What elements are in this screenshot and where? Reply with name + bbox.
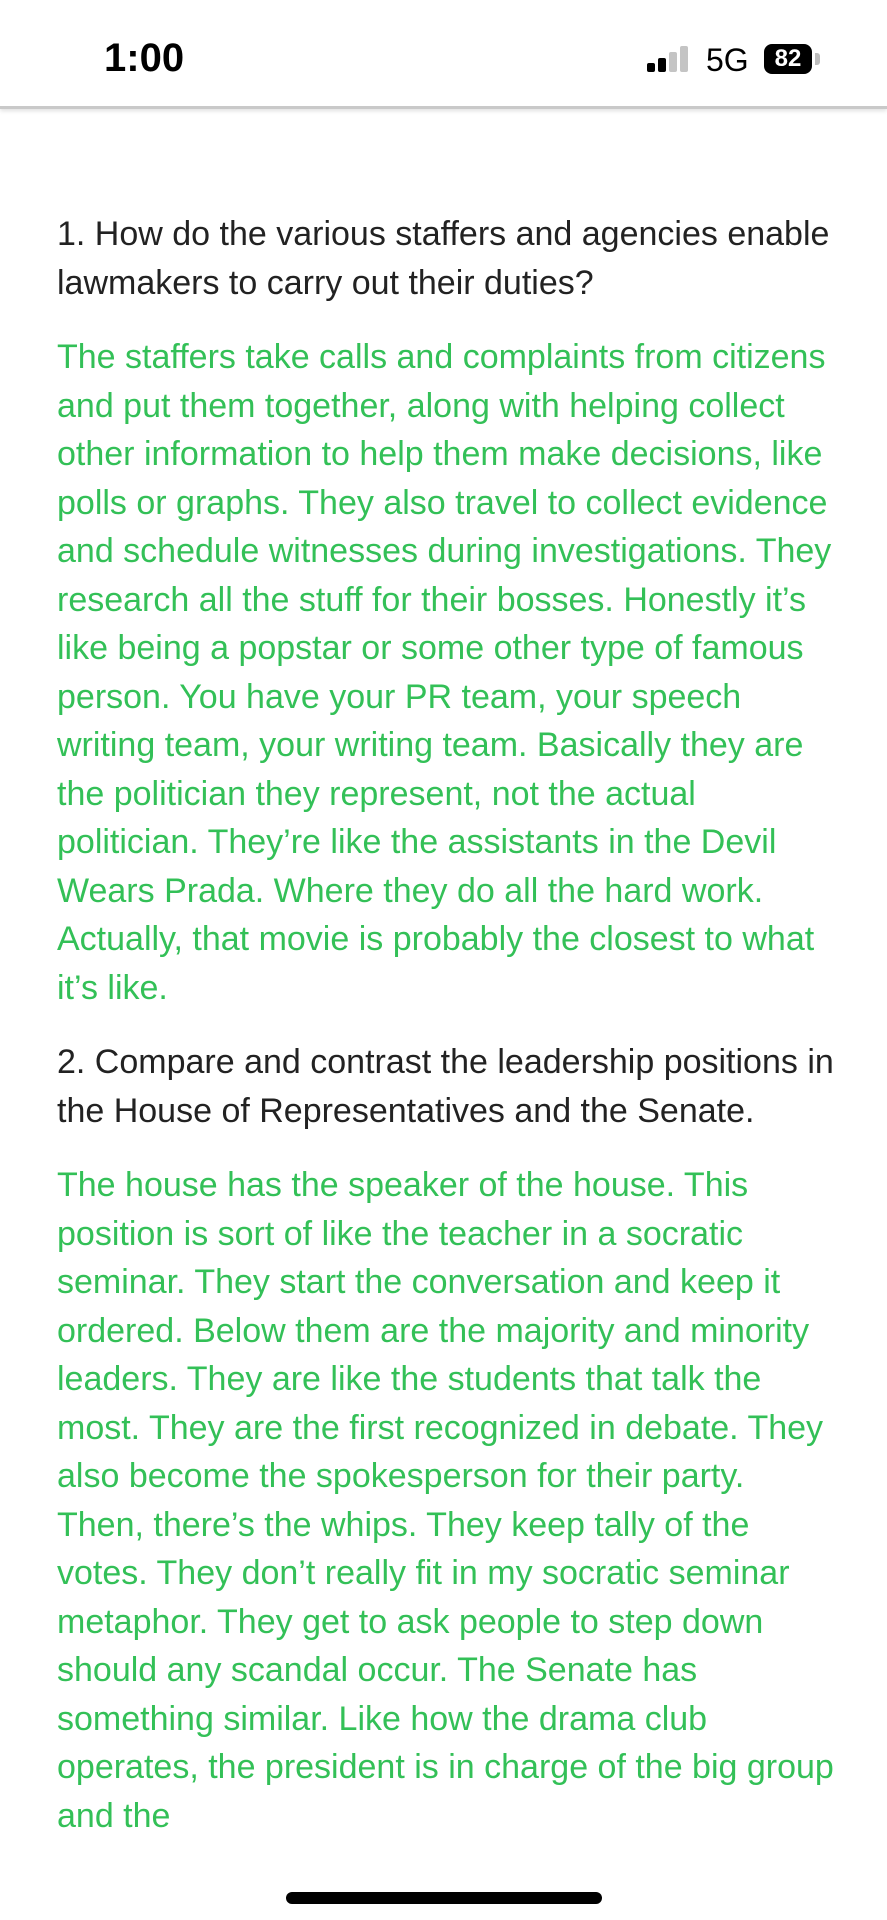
- status-bar: [0, 0, 887, 109]
- signal-strength-icon: [647, 46, 691, 72]
- answer-1: The staffers take calls and complaints from citizens and put them together, along with helping collect other information to help them make decisions, like polls or graphs. They also travel to collect evidence and schedule witnesses during investigations. They research all the stuff for their bosses. Honestly it’s like being a popstar or some other type of famous person. You have your PR team, your speech writing team, your writing team. Basically they are the politician they represent, not the actual politician. They’re like the assistants in the Devil Wears Prada. Where they do all the hard work. Actually, that movie is probably the closest to what it’s like.: [57, 338, 832, 1007]
- status-time: 1:00: [104, 36, 185, 80]
- home-indicator[interactable]: [286, 1892, 602, 1904]
- battery-cap: [815, 53, 820, 65]
- battery-icon: 82: [764, 44, 812, 74]
- network-type: 5G: [706, 42, 749, 78]
- answer-2: The house has the speaker of the house. This position is sort of like the teacher in a socratic seminar. They start the conversation and keep it ordered. Below them are the majority and minority leaders. They are like the students that talk the most. They are the first recognized in debate. They also become the spokesperson for their party. Then, there’s the whips. They keep tally of the votes. They don’t really fit in my socratic seminar metaphor. They get to ask people to step down should any scandal occur. The Senate has something similar. Like how the drama club operates, the president is in charge of the big group and the: [57, 1166, 834, 1835]
- document-content: [57, 210, 837, 1866]
- question-2: 2. Compare and contrast the leadership positions in the House of Representatives and the Senate.: [57, 1043, 834, 1130]
- question-1: 1. How do the various staffers and agencies enable lawmakers to carry out their duties?: [57, 215, 830, 302]
